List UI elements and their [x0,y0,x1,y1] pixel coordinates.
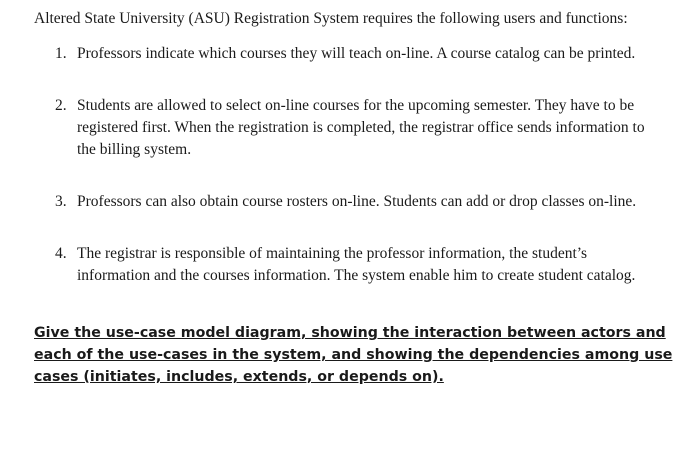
list-item-number: 2. [55,97,67,114]
list-item-text: Professors can also obtain course rosters on-line. Students can add or drop classes on-line. [77,193,637,210]
list-item-text: The registrar is responsible of maintaining the professor information, the student’s information and the courses information. The system enable him to create student catalog. [77,245,636,284]
question-text: Give the use-case model diagram, showing the interaction between actors and each of the use-cases in the system, and showing the dependencies among use cases (initiates, includes, extends, or depends on). [34,325,673,385]
list-item-number: 1. [55,45,67,62]
list-item [34,243,659,287]
list-item-number: 4. [55,245,67,262]
list-item [34,95,659,161]
list-item-number: 3. [55,193,67,210]
list-item [34,191,659,213]
list-item [34,43,659,65]
intro-paragraph: Altered State University (ASU) Registration System requires the following users and functions: [34,10,628,27]
list-item-text: Students are allowed to select on-line courses for the upcoming semester. They have to be registered first. When the registration is completed, the registrar office sends information to the billing system. [77,97,645,158]
document-body [34,8,674,388]
requirements-list [34,43,674,287]
list-item-text: Professors indicate which courses they will teach on-line. A course catalog can be printed. [77,45,636,62]
